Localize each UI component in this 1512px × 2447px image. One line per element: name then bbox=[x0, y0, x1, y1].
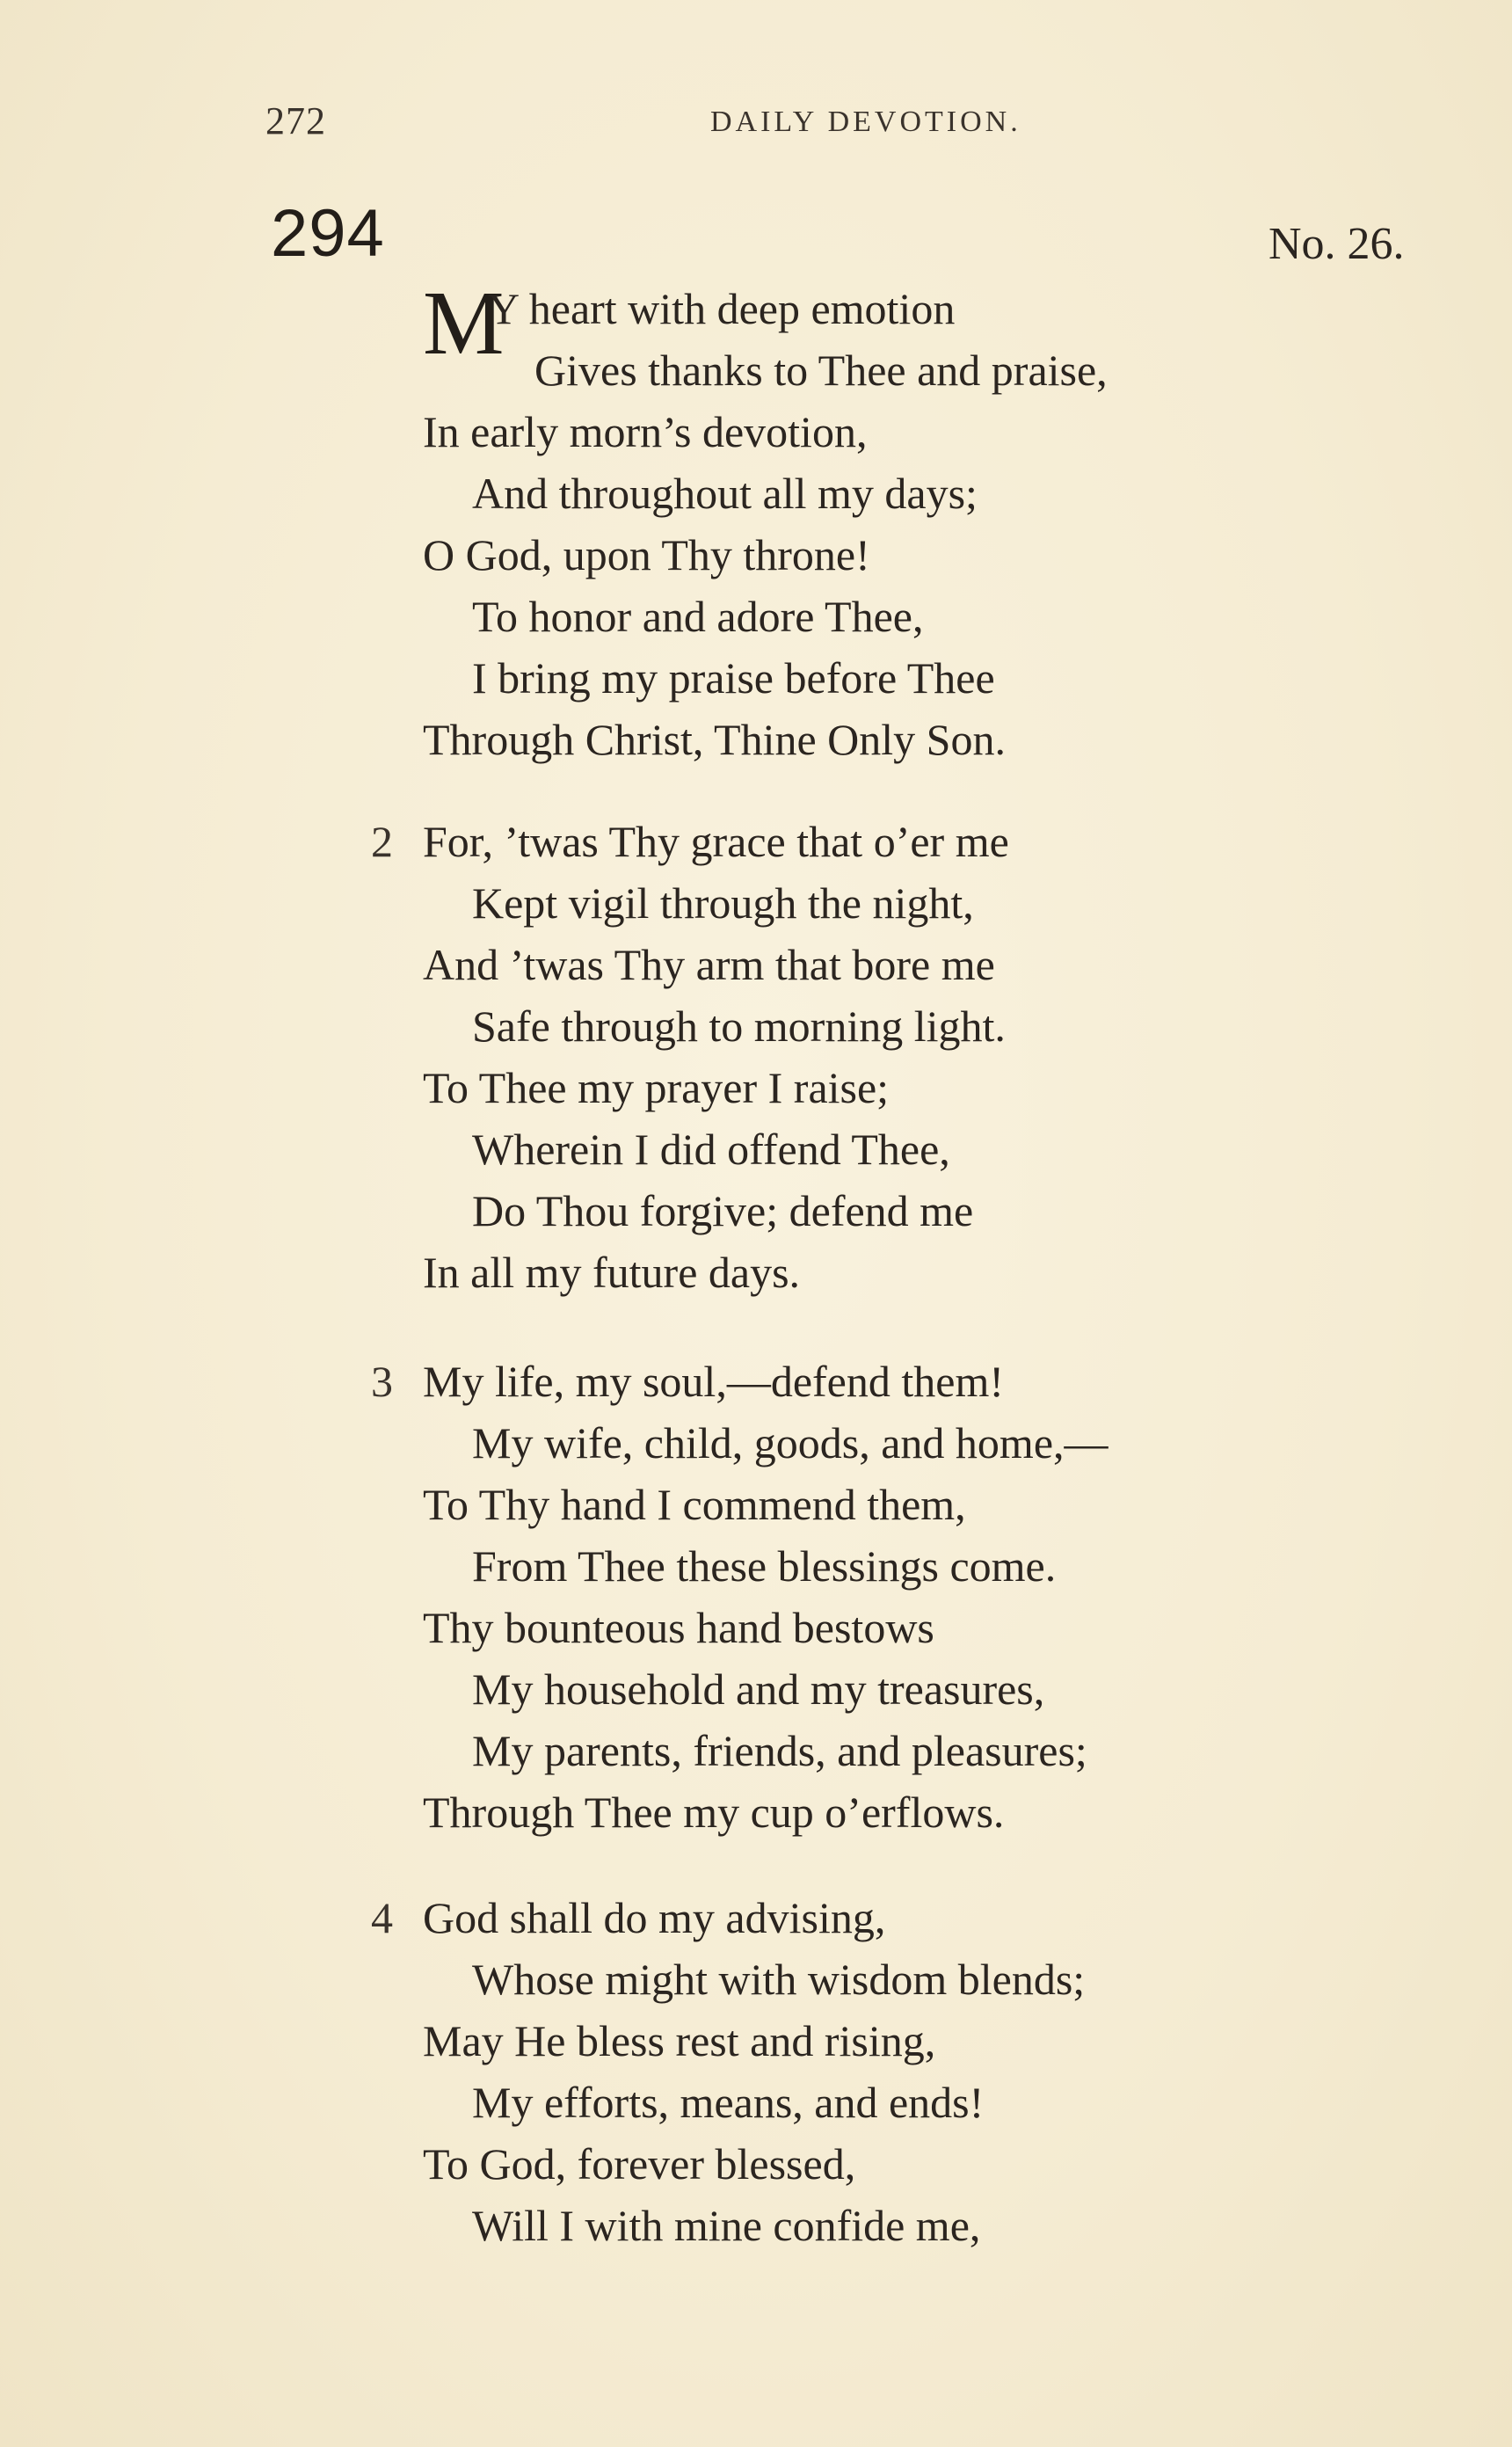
verse-1-line-6: To honor and adore Thee, bbox=[472, 592, 924, 641]
verse-3-line-5: Thy bounteous hand bestows bbox=[423, 1603, 934, 1652]
drop-cap: M bbox=[423, 273, 505, 374]
verse-3-number: 3 bbox=[371, 1357, 393, 1406]
verse-2-line-4: Safe through to morning light. bbox=[472, 1001, 1006, 1051]
verse-3-line-6: My household and my treasures, bbox=[472, 1664, 1045, 1714]
verse-1-line-4: And throughout all my days; bbox=[472, 469, 978, 518]
verse-1-line-3: In early morn’s devotion, bbox=[423, 407, 868, 456]
verse-1-line-1: Y heart with deep emotion bbox=[488, 284, 956, 333]
verse-1-line-5: O God, upon Thy throne! bbox=[423, 530, 870, 579]
verse-4-line-3: May He bless rest and rising, bbox=[423, 2016, 936, 2065]
verse-4-line-4: My efforts, means, and ends! bbox=[472, 2078, 985, 2127]
verse-3-line-1: My life, my soul,—defend them! bbox=[423, 1357, 1004, 1406]
tune-number: No. 26. bbox=[1268, 219, 1405, 269]
verse-3-line-8: Through Thee my cup o’erflows. bbox=[423, 1788, 1005, 1837]
verse-1-line-2: Gives thanks to Thee and praise, bbox=[534, 346, 1108, 395]
verse-3-line-2: My wife, child, goods, and home,— bbox=[472, 1418, 1109, 1467]
page-number: 272 bbox=[265, 99, 326, 142]
verse-2-line-2: Kept vigil through the night, bbox=[472, 878, 974, 928]
page-header bbox=[0, 98, 1512, 151]
verse-2-number: 2 bbox=[371, 817, 393, 866]
verse-3-line-7: My parents, friends, and pleasures; bbox=[472, 1726, 1087, 1775]
verse-2-line-6: Wherein I did offend Thee, bbox=[472, 1125, 950, 1174]
verse-4-line-6: Will I with mine confide me, bbox=[472, 2201, 981, 2250]
verse-2-line-8: In all my future days. bbox=[423, 1248, 801, 1297]
verse-2-line-7: Do Thou forgive; defend me bbox=[472, 1186, 974, 1235]
verse-4-number: 4 bbox=[371, 1893, 393, 1942]
verse-2-line-5: To Thee my prayer I raise; bbox=[423, 1063, 890, 1112]
verse-3-line-3: To Thy hand I commend them, bbox=[423, 1480, 966, 1529]
verse-2-line-3: And ’twas Thy arm that bore me bbox=[423, 940, 995, 989]
verse-4-line-2: Whose might with wisdom blends; bbox=[472, 1955, 1086, 2004]
hymn-number: 294 bbox=[271, 196, 385, 271]
verse-4-line-5: To God, forever blessed, bbox=[423, 2139, 856, 2188]
verse-2-line-1: For, ’twas Thy grace that o’er me bbox=[423, 817, 1009, 866]
verse-1-line-7: I bring my praise before Thee bbox=[472, 653, 995, 703]
verse-4-line-1: God shall do my advising, bbox=[423, 1893, 886, 1942]
running-title: DAILY DEVOTION. bbox=[710, 106, 1021, 138]
verse-3-line-4: From Thee these blessings come. bbox=[472, 1541, 1057, 1591]
verse-1-line-8: Through Christ, Thine Only Son. bbox=[423, 715, 1006, 764]
